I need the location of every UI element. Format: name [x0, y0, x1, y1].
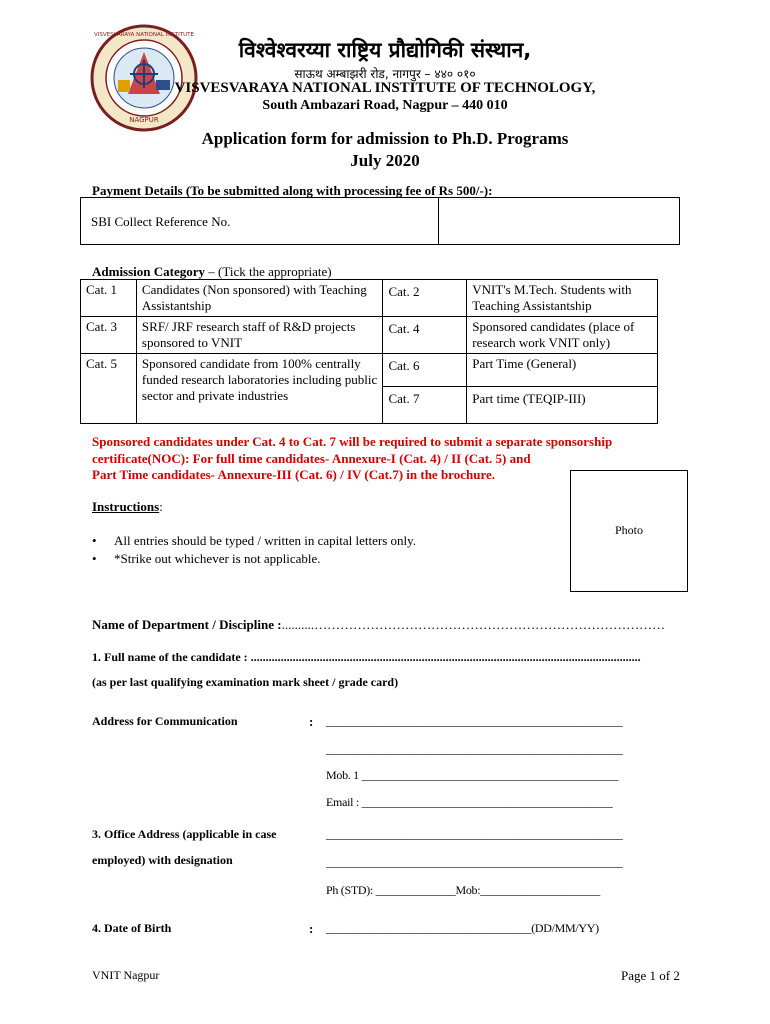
cat-description: Sponsored candidates (place of research work VNIT only) — [467, 317, 658, 354]
office-address-label: 3. Office Address (applicable in case — [92, 827, 277, 841]
department-blank[interactable]: ..........……………………………………………………………………… — [281, 617, 666, 632]
payment-table — [80, 197, 680, 245]
instructions-colon: : — [159, 499, 163, 514]
address-line-1[interactable]: ____________________________________________________ — [326, 714, 623, 728]
admission-category-label: Admission Category — [92, 264, 206, 279]
instruction-text: All entries should be typed / written in capital letters only. — [114, 533, 417, 548]
institute-name-hindi: विश्वेश्वरय्या राष्ट्रिय प्रौद्योगिकी संस्थान, — [238, 38, 532, 62]
photo-box[interactable] — [570, 470, 688, 592]
form-title: Application form for admission to Ph.D. Programs — [201, 129, 569, 148]
list-item — [92, 532, 416, 550]
full-name-field[interactable]: 1. Full name of the candidate : .................................................................................................................................. — [92, 650, 641, 664]
institute-address-hindi: साऊथ अम्बाझरी रोड, नागपुर – ४४० ०१० — [294, 67, 476, 81]
cat-option[interactable]: Cat. 2 — [383, 280, 467, 317]
cat-description: SRF/ JRF research staff of R&D projects sponsored to VNIT — [136, 317, 383, 354]
table-row — [81, 354, 658, 387]
email-field[interactable]: Email : ____________________________________________ — [326, 795, 613, 809]
cat-description: Candidates (Non sponsored) with Teaching Assistantship — [136, 280, 383, 317]
cat-option[interactable]: Cat. 7 — [383, 387, 467, 424]
dob-colon: : — [309, 921, 314, 936]
address-label: Address for Communication — [92, 714, 238, 728]
dob-field[interactable]: ____________________________________(DD/MM/YY) — [326, 921, 599, 935]
instruction-text: *Strike out whichever is not applicable. — [114, 551, 321, 566]
cat-option[interactable]: Cat. 5 — [81, 354, 137, 424]
reference-input[interactable] — [439, 198, 679, 244]
cat-option[interactable]: Cat. 6 — [383, 354, 467, 387]
cat-option[interactable]: Cat. 3 — [81, 317, 137, 354]
address-line-2[interactable]: ____________________________________________________ — [326, 742, 623, 756]
photo-label: Photo — [614, 523, 643, 537]
table-row — [81, 280, 658, 317]
cat-option[interactable]: Cat. 1 — [81, 280, 137, 317]
bullet-icon: • — [92, 551, 97, 566]
instructions-list — [92, 532, 416, 568]
address-colon: : — [309, 714, 314, 729]
bullet-icon: • — [92, 533, 97, 548]
svg-text:VISVESVARAYA NATIONAL INSTITUT: VISVESVARAYA NATIONAL INSTITUTE — [93, 32, 195, 38]
cat-description: VNIT's M.Tech. Students with Teaching Assistantship — [467, 280, 658, 317]
cat-description: Part Time (General) — [467, 354, 658, 387]
mobile-field[interactable]: Mob. 1 _____________________________________________ — [326, 768, 619, 782]
reference-label-cell — [81, 198, 439, 244]
admission-category-hint: – (Tick the appropriate) — [205, 264, 332, 279]
session-date: July 2020 — [350, 151, 420, 170]
list-item — [92, 550, 416, 568]
page-number: Page 1 of 2 — [621, 968, 680, 983]
office-address-label-cont: employed) with designation — [92, 853, 233, 867]
institute-name: VISVESVARAYA NATIONAL INSTITUTE OF TECHNOLOGY, — [174, 80, 596, 96]
payment-heading: Payment Details (To be submitted along with processing fee of Rs 500/-): — [92, 183, 493, 198]
footer-institute: VNIT Nagpur — [92, 968, 160, 982]
cat-description: Sponsored candidate from 100% centrally funded research laboratories including public sector and private industries — [136, 354, 383, 424]
sponsorship-note-line: Part Time candidates- Annexure-III (Cat. 6) / IV (Cat.7) in the brochure. — [92, 467, 495, 482]
instructions-heading — [92, 499, 163, 515]
sponsorship-note-line: Sponsored candidates under Cat. 4 to Cat. 7 will be required to submit a separate sponsorship — [92, 434, 613, 449]
office-address-line-1[interactable]: ____________________________________________________ — [326, 827, 623, 841]
department-field[interactable] — [92, 617, 665, 633]
category-table — [80, 279, 658, 424]
full-name-note: (as per last qualifying examination mark sheet / grade card) — [92, 675, 399, 689]
department-label: Name of Department / Discipline : — [92, 617, 282, 632]
reference-label: SBI Collect Reference No. — [91, 214, 231, 229]
sponsorship-note-line: certificate(NOC): For full time candidates- Annexure-I (Cat. 4) / II (Cat. 5) and — [92, 450, 531, 466]
table-row — [81, 317, 658, 354]
institute-address: South Ambazari Road, Nagpur – 440 010 — [262, 98, 508, 113]
office-address-line-2[interactable]: ____________________________________________________ — [326, 855, 623, 869]
dob-label: 4. Date of Birth — [92, 921, 172, 935]
cat-description: Part time (TEQIP-III) — [467, 387, 658, 424]
svg-text:NAGPUR: NAGPUR — [129, 116, 159, 124]
admission-category-heading — [92, 264, 332, 280]
instructions-title: Instructions — [92, 499, 160, 514]
cat-option[interactable]: Cat. 4 — [383, 317, 467, 354]
office-phone-field[interactable]: Ph (STD): ______________Mob:_____________________ — [326, 883, 600, 897]
